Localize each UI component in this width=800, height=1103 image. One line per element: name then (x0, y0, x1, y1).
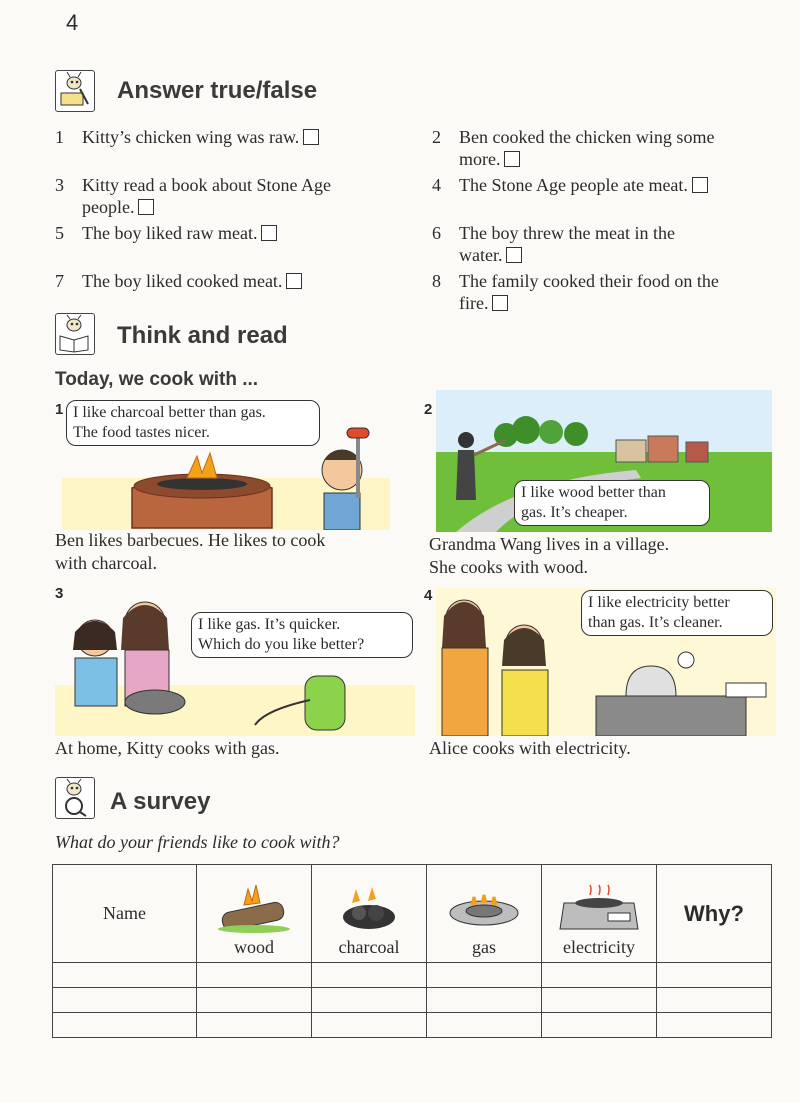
section-title-survey: A survey (110, 788, 211, 815)
answer-box[interactable] (492, 295, 508, 311)
question-7: 7 The boy liked cooked meat. (55, 270, 405, 294)
question-3: 3 Kitty read a book about Stone Age people. (55, 175, 331, 217)
speech-bubble: I like gas. It’s quicker. Which do you like better? (191, 612, 413, 658)
col-wood: wood (197, 865, 312, 963)
ant-reading-icon (55, 313, 95, 355)
answer-box[interactable] (506, 247, 522, 263)
panel-caption: At home, Kitty cooks with gas. (55, 738, 280, 758)
panel-electricity (436, 588, 776, 736)
question-2: 2 Ben cooked the chicken wing some more. (432, 127, 715, 169)
survey-cell[interactable] (427, 963, 542, 988)
survey-cell[interactable] (197, 988, 312, 1013)
survey-cell[interactable] (657, 988, 772, 1013)
answer-box[interactable] (504, 151, 520, 167)
survey-cell[interactable] (427, 1013, 542, 1038)
question-1: 1 Kitty’s chicken wing was raw. (55, 126, 405, 150)
answer-box[interactable] (303, 129, 319, 145)
panel-number: 2 (424, 401, 433, 418)
survey-cell[interactable] (542, 988, 657, 1013)
survey-cell[interactable] (197, 1013, 312, 1038)
question-5: 5 The boy liked raw meat. (55, 222, 405, 246)
ant-writing-icon (55, 70, 95, 112)
question-6: 6 The boy threw the meat in the water. (432, 223, 675, 265)
gas-burner-icon (427, 879, 541, 937)
survey-cell[interactable] (657, 1013, 772, 1038)
speech-bubble: I like wood better than gas. It’s cheaper. (514, 480, 710, 526)
survey-cell[interactable] (53, 963, 197, 988)
survey-table (52, 864, 772, 1038)
panel-caption: Ben likes barbecues. He likes to cook with charcoal. (55, 530, 326, 573)
answer-box[interactable] (138, 199, 154, 215)
subheading: Today, we cook with ... (55, 369, 259, 390)
page-number: 4 (66, 10, 79, 35)
survey-cell[interactable] (542, 1013, 657, 1038)
panel-number: 1 (55, 401, 64, 418)
panel-wood (436, 390, 772, 532)
wood-icon (197, 879, 311, 937)
question-4: 4 The Stone Age people ate meat. (432, 174, 792, 198)
survey-cell[interactable] (427, 988, 542, 1013)
col-gas: gas (427, 865, 542, 963)
speech-bubble: I like electricity better than gas. It’s cleaner. (581, 590, 773, 636)
col-charcoal: charcoal (312, 865, 427, 963)
panel-caption: Grandma Wang lives in a village. She cooks with wood. (429, 534, 670, 577)
question-8: 8 The family cooked their food on the fire. (432, 271, 719, 313)
survey-prompt: What do your friends like to cook with? (55, 832, 340, 852)
survey-cell[interactable] (53, 1013, 197, 1038)
col-electricity: electricity (542, 865, 657, 963)
survey-cell[interactable] (312, 963, 427, 988)
panel-caption: Alice cooks with electricity. (429, 738, 631, 758)
survey-cell[interactable] (53, 988, 197, 1013)
panel-number: 4 (424, 587, 433, 604)
why-header: Why? (657, 865, 772, 963)
speech-bubble: I like charcoal better than gas. The food tastes nicer. (66, 400, 320, 446)
answer-box[interactable] (261, 225, 277, 241)
panel-number: 3 (55, 585, 64, 602)
section-title-true-false: Answer true/false (117, 77, 318, 104)
survey-cell[interactable] (542, 963, 657, 988)
panel-charcoal (62, 398, 390, 530)
survey-cell[interactable] (197, 963, 312, 988)
survey-cell[interactable] (312, 988, 427, 1013)
survey-cell[interactable] (312, 1013, 427, 1038)
survey-cell[interactable] (657, 963, 772, 988)
section-title-think-read: Think and read (117, 322, 288, 349)
answer-box[interactable] (286, 273, 302, 289)
name-header: Name (53, 865, 197, 963)
ant-survey-icon (55, 777, 95, 819)
electric-stove-icon (542, 879, 656, 937)
charcoal-icon (312, 879, 426, 937)
panel-gas (55, 590, 415, 736)
answer-box[interactable] (692, 177, 708, 193)
